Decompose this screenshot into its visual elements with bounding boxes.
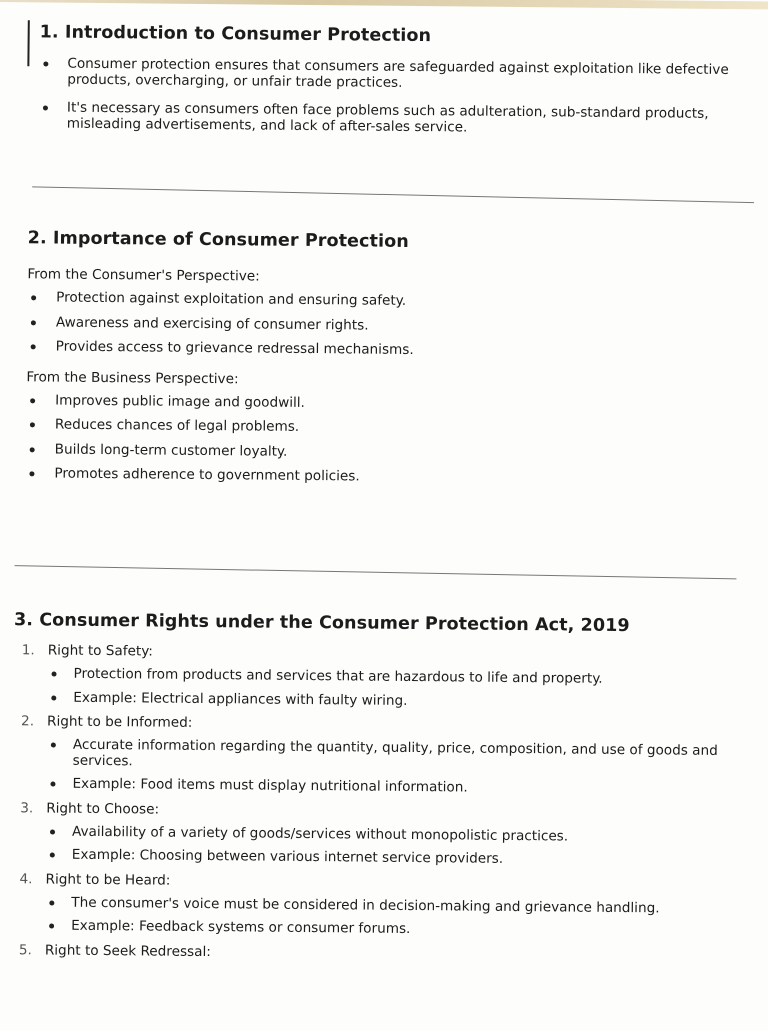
section-consumer-rights (11, 610, 734, 968)
right-title: Right to be Informed: (46, 713, 193, 731)
right-number: 1. (21, 642, 35, 659)
bullet-item: Promotes adherence to government policies. (25, 466, 725, 488)
right-item (11, 871, 732, 941)
section-divider (32, 186, 754, 203)
right-number: 2. (21, 713, 35, 730)
bullet-list (13, 666, 733, 712)
right-item (13, 642, 734, 712)
bullet-item: Reduces chances of legal problems. (26, 417, 726, 439)
right-number: 4. (19, 870, 33, 887)
page-top-edge (0, 0, 768, 9)
bullet-item: Awareness and exercising of consumer rights. (27, 315, 727, 337)
bullet-item: Example: Feedback systems or consumer forums. (11, 918, 731, 940)
subheading-business: From the Business Perspective: (26, 368, 239, 387)
bullet-item: Protection against exploitation and ensuring safety. (27, 290, 727, 312)
right-item (11, 942, 731, 965)
bullet-item: Example: Food items must display nutritional information. (12, 776, 732, 798)
right-title: Right to Choose: (46, 799, 160, 818)
right-title: Right to Seek Redressal: (44, 941, 211, 960)
section-introduction (39, 22, 740, 151)
section-title: 3. Consumer Rights under the Consumer Protection Act, 2019 (13, 610, 630, 637)
bullet-list (39, 56, 740, 138)
section-importance (25, 228, 727, 497)
section-divider (15, 565, 737, 579)
right-item (12, 713, 733, 798)
right-title: Right to be Heard: (45, 870, 171, 889)
bullet-item: It's necessary as consumers often face problems such as adulteration, sub-standard products, misleading advertisements, and lack of after-sales service. (39, 100, 739, 138)
right-number: 3. (20, 799, 34, 816)
bullet-list (27, 290, 728, 361)
right-number: 5. (18, 941, 32, 958)
bullet-list (25, 393, 726, 489)
bullet-item: Consumer protection ensures that consumers are safeguarded against exploitation like defective products, overcharging, or unfair trade practices. (39, 56, 739, 94)
bullet-item: Builds long-term customer loyalty. (26, 442, 726, 464)
bullet-item: Availability of a variety of goods/services without monopolistic practices. (12, 824, 732, 846)
bullet-list (12, 824, 732, 870)
section-title: 1. Introduction to Consumer Protection (39, 22, 432, 47)
subheading-consumer: From the Consumer's Perspective: (27, 266, 260, 285)
bullet-item: Improves public image and goodwill. (26, 393, 726, 415)
right-title: Right to Safety: (47, 642, 154, 660)
bullet-item: The consumer's voice must be considered in decision-making and grievance handling. (11, 895, 731, 917)
rights-list (11, 642, 734, 964)
bullet-item: Example: Choosing between various internet service providers. (12, 847, 732, 869)
bullet-item: Example: Electrical appliances with faulty wiring. (13, 690, 733, 712)
bullet-item: Accurate information regarding the quantity, quality, price, composition, and use of goods and services. (13, 737, 733, 775)
right-item (12, 800, 733, 870)
bullet-list (11, 895, 731, 941)
section-title: 2. Importance of Consumer Protection (27, 228, 409, 252)
margin-bar (27, 20, 29, 66)
bullet-item: Protection from products and services that are hazardous to life and property. (13, 666, 733, 688)
bullet-list (12, 737, 732, 798)
bullet-item: Provides access to grievance redressal mechanisms. (27, 339, 727, 361)
